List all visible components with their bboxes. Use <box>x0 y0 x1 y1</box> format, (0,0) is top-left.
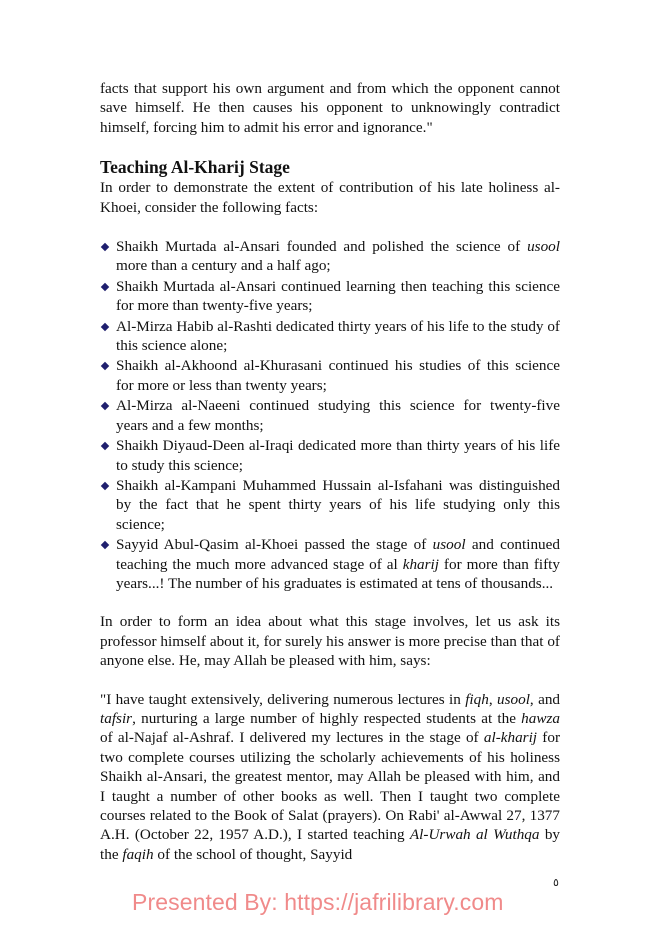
text-run: Shaikh Diyaud-Deen al-Iraqi dedicated more than thirty years of his life to study this science; <box>116 437 560 474</box>
text-run: more than a century and a half ago; <box>116 257 331 275</box>
document-page <box>100 79 560 864</box>
list-item <box>100 277 560 316</box>
diamond-bullet-icon <box>101 243 109 251</box>
italic-term: fiqh <box>465 690 489 708</box>
text-run: and continued teaching the much more advanced stage of al <box>116 536 560 573</box>
italic-term: hawza <box>521 709 560 727</box>
list-item <box>100 476 560 534</box>
text-run: Shaikh Murtada al-Ansari founded and polished the science of <box>116 238 528 256</box>
diamond-bullet-icon <box>101 402 109 410</box>
list-item <box>100 317 560 356</box>
italic-term: Al-Urwah al Wuthqa <box>409 826 540 844</box>
facts-list <box>100 237 560 593</box>
page-number: ٥ <box>553 876 559 889</box>
diamond-bullet-icon <box>101 362 109 370</box>
italic-term: faqih <box>122 845 154 863</box>
italic-term: al-kharij <box>483 729 538 747</box>
quote-paragraph <box>100 690 560 865</box>
text-run: "I have taught extensively, delivering numerous lectures in <box>100 690 466 708</box>
watermark-link[interactable]: Presented By: https://jafrilibrary.com <box>132 889 504 915</box>
italic-term: tafsir <box>100 709 133 727</box>
text-run: Shaikh al-Kampani Muhammed Hussain al-Isfahani was distinguished by the fact that he spent thirty years of his life studying only this science; <box>116 476 560 533</box>
text-run: by the <box>100 826 560 863</box>
text-run: for more than fifty years...! The number of his graduates is estimated at tens of thousands... <box>116 555 560 592</box>
intro-paragraph: facts that support his own argument and from which the opponent cannot save himself. He then causes his opponent to unknowingly contradict himself, forcing him to admit his error and ignorance." <box>100 80 560 136</box>
diamond-bullet-icon <box>101 442 109 450</box>
list-item <box>100 396 560 435</box>
diamond-bullet-icon <box>101 322 109 330</box>
text-run: , nurturing a large number of highly respected students at the <box>132 709 522 727</box>
italic-term: usool <box>432 536 466 554</box>
list-item <box>100 436 560 475</box>
list-item <box>100 356 560 395</box>
text-run: Al-Mirza al-Naeeni continued studying this science for twenty-five years and a few months; <box>116 397 560 434</box>
text-run: of the school of thought, Sayyid <box>153 845 353 863</box>
diamond-bullet-icon <box>101 541 109 549</box>
text-run: Al-Mirza Habib al-Rashti dedicated thirty years of his life to the study of this science alone; <box>116 317 560 355</box>
list-item <box>100 535 560 593</box>
text-run: of al-Najaf al-Ashraf. I delivered my lectures in the stage of <box>100 729 484 747</box>
section-intro: In order to demonstrate the extent of contribution of his late holiness al-Khoei, consider the following facts: <box>100 179 560 216</box>
text-run: Shaikh Murtada al-Ansari continued learning then teaching this science for more than twenty-five years; <box>116 277 560 315</box>
text-run: for two complete courses utilizing the scholarly achievements of his holiness Shaikh al-Ansari, the greatest mentor, may Allah be pleased with him, and I taught a number of other books as well. Then I taught two complete courses related to the Book of Salat (prayers). On Rabi' al-Awwal 27, 1377 A.H. (October 22, 1957 A.D.), I started teaching <box>100 729 561 844</box>
italic-term: usool <box>527 238 560 256</box>
italic-term: usool <box>497 690 530 708</box>
text-run: , and <box>529 690 561 708</box>
section-heading: Teaching Al-Kharij Stage <box>100 157 290 178</box>
question-paragraph: In order to form an idea about what this stage involves, let us ask its professor himself about it, for surely his answer is more precise than that of anyone else. He, may Allah be pleased with him, says: <box>100 613 560 670</box>
text-run: Shaikh al-Akhoond al-Khurasani continued his studies of this science for more or less than twenty years; <box>116 357 560 394</box>
italic-term: kharij <box>402 555 439 573</box>
text-run: Sayyid Abul-Qasim al-Khoei passed the stage of <box>116 536 433 554</box>
text-run: , <box>488 690 497 708</box>
diamond-bullet-icon <box>101 482 109 490</box>
diamond-bullet-icon <box>101 283 109 291</box>
list-item <box>100 237 560 276</box>
